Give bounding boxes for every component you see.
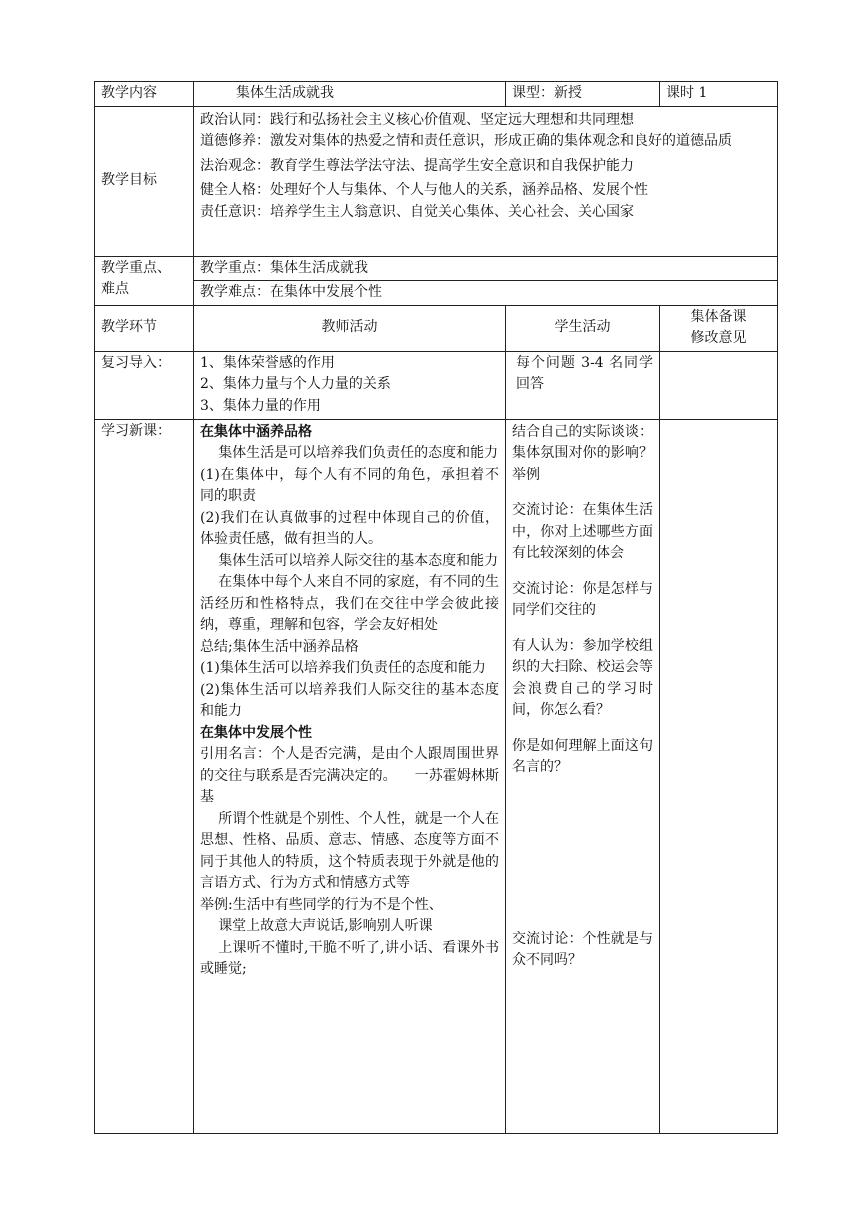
student-activity-3: 交流讨论：你是怎样与同学们交往的 bbox=[512, 580, 653, 618]
new-lesson-stage: 学习新课： bbox=[95, 419, 194, 1133]
goals-row bbox=[95, 106, 778, 256]
section-heading-personality: 在集体中发展个性 bbox=[200, 724, 312, 741]
teacher-p7: (1)集体生活可以培养我们负责任的态度和能力 bbox=[200, 660, 486, 676]
review-student bbox=[506, 351, 660, 419]
new-lesson-row bbox=[95, 419, 778, 1133]
review-teacher bbox=[194, 351, 506, 419]
student-activity-2: 交流讨论：在集体生活中，你对上述哪些方面有比较深刻的体会 bbox=[512, 502, 653, 561]
review-item-2: 2、集体力量与个人力量的关系 bbox=[200, 376, 391, 392]
col-notes-line2: 修改意见 bbox=[690, 330, 747, 346]
spacer bbox=[512, 565, 653, 579]
key-point: 教学重点：集体生活成就我 bbox=[194, 256, 778, 281]
teacher-p4: 集体生活可以培养人际交往的基本态度和能力 bbox=[218, 552, 499, 569]
col-notes-line1: 集体备课 bbox=[690, 308, 747, 325]
review-student-text: 每个问题 3-4 名同学回答 bbox=[516, 354, 653, 392]
teacher-quote: 引用名言：个人是否完满，是由个人跟周围世界的交往与联系是否完满决定的。 一苏霍姆林斯基 bbox=[200, 746, 499, 805]
student-activity-6: 交流讨论：个性就是与众不同吗？ bbox=[512, 930, 653, 968]
review-item-1: 1、集体荣誉感的作用 bbox=[200, 354, 335, 371]
teacher-p12: 课堂上故意大声说话,影响别人听课 bbox=[218, 918, 433, 934]
teacher-p1: 集体生活是可以培养我们负责任的态度和能力 bbox=[218, 445, 499, 461]
focus-row-1 bbox=[95, 256, 778, 281]
col-student: 学生活动 bbox=[506, 305, 660, 351]
review-row bbox=[95, 351, 778, 419]
review-notes bbox=[660, 351, 778, 419]
focus-label-line1: 教学重点、 bbox=[101, 259, 171, 276]
teacher-p8: (2)集体生活可以培养我们人际交往的基本态度和能力 bbox=[200, 681, 499, 719]
goal-law: 法治观念：教育学生尊法学法守法、提高学生安全意识和自我保护能力 bbox=[200, 157, 634, 174]
spacer-large bbox=[512, 779, 653, 929]
student-activity-5: 你是如何理解上面这句名言的？ bbox=[512, 737, 653, 775]
col-stage: 教学环节 bbox=[95, 305, 194, 351]
goal-political: 政治认同：践行和弘扬社会主义核心价值观、坚定远大理想和共同理想 bbox=[200, 111, 634, 128]
goal-moral: 道德修养：激发对集体的热爱之情和责任意识，形成正确的集体观念和良好的道德品质 bbox=[200, 133, 732, 149]
teacher-p13: 上课听不懂时,干脆不听了,讲小话、看课外书或睡觉; bbox=[200, 939, 499, 977]
student-activity-4: 有人认为：参加学校组织的大扫除、校运会等会浪费自己的学习时间，你怎么看？ bbox=[512, 637, 653, 718]
lesson-plan-table bbox=[94, 81, 778, 1134]
teacher-p6: 总结;集体生活中涵养品格 bbox=[200, 638, 359, 655]
focus-label-line2: 难点 bbox=[101, 281, 129, 297]
lesson-title: 集体生活成就我 bbox=[236, 85, 334, 101]
new-lesson-student bbox=[506, 419, 660, 1133]
spacer bbox=[512, 622, 653, 636]
new-lesson-teacher bbox=[194, 419, 506, 1133]
column-header-row bbox=[95, 305, 778, 351]
focus-row-2 bbox=[95, 281, 778, 306]
new-lesson-notes bbox=[660, 419, 778, 1133]
student-activity-1: 结合自己的实际谈谈：集体氛围对你的影响？举例 bbox=[512, 423, 653, 483]
spacer bbox=[512, 722, 653, 736]
goals-content bbox=[194, 106, 778, 256]
col-notes bbox=[660, 305, 778, 351]
section-heading-character: 在集体中涵养品格 bbox=[200, 423, 312, 440]
lesson-hours: 课时 1 bbox=[660, 82, 778, 107]
teacher-p11: 举例:生活中有些同学的行为不是个性、 bbox=[200, 896, 443, 913]
col-teacher: 教师活动 bbox=[194, 305, 506, 351]
review-stage: 复习导入： bbox=[95, 351, 194, 419]
teacher-p2: (1)在集体中，每个人有不同的角色，承担着不同的职责 bbox=[200, 466, 499, 504]
lesson-type: 课型：新授 bbox=[506, 82, 660, 107]
focus-label bbox=[95, 256, 194, 305]
goal-personality: 健全人格：处理好个人与集体、个人与他人的关系，涵养品格、发展个性 bbox=[200, 182, 648, 198]
content-label: 教学内容 bbox=[95, 82, 194, 107]
content-value bbox=[194, 82, 506, 107]
goal-responsibility: 责任意识：培养学生主人翁意识、自觉关心集体、关心社会、关心国家 bbox=[200, 203, 634, 220]
goals-label: 教学目标 bbox=[95, 106, 194, 256]
header-row bbox=[95, 82, 778, 107]
teacher-p3: (2)我们在认真做事的过程中体现自己的价值，体验责任感，做有担当的人。 bbox=[200, 509, 499, 547]
difficulty: 教学难点：在集体中发展个性 bbox=[194, 281, 778, 306]
teacher-p5: 在集体中每个人来自不同的家庭，有不同的生活经历和性格特点，我们在交往中学会彼此接纳，尊重，理解和包容，学会友好相处 bbox=[200, 574, 499, 633]
review-item-3: 3、集体力量的作用 bbox=[200, 397, 321, 414]
spacer bbox=[512, 486, 653, 500]
teacher-p10: 所谓个性就是个别性、个人性，就是一个人在思想、性格、品质、意志、情感、态度等方面不同于其他人的特质，这个特质表现于外就是他的言语方式、行为方式和情感方式等 bbox=[200, 810, 499, 891]
